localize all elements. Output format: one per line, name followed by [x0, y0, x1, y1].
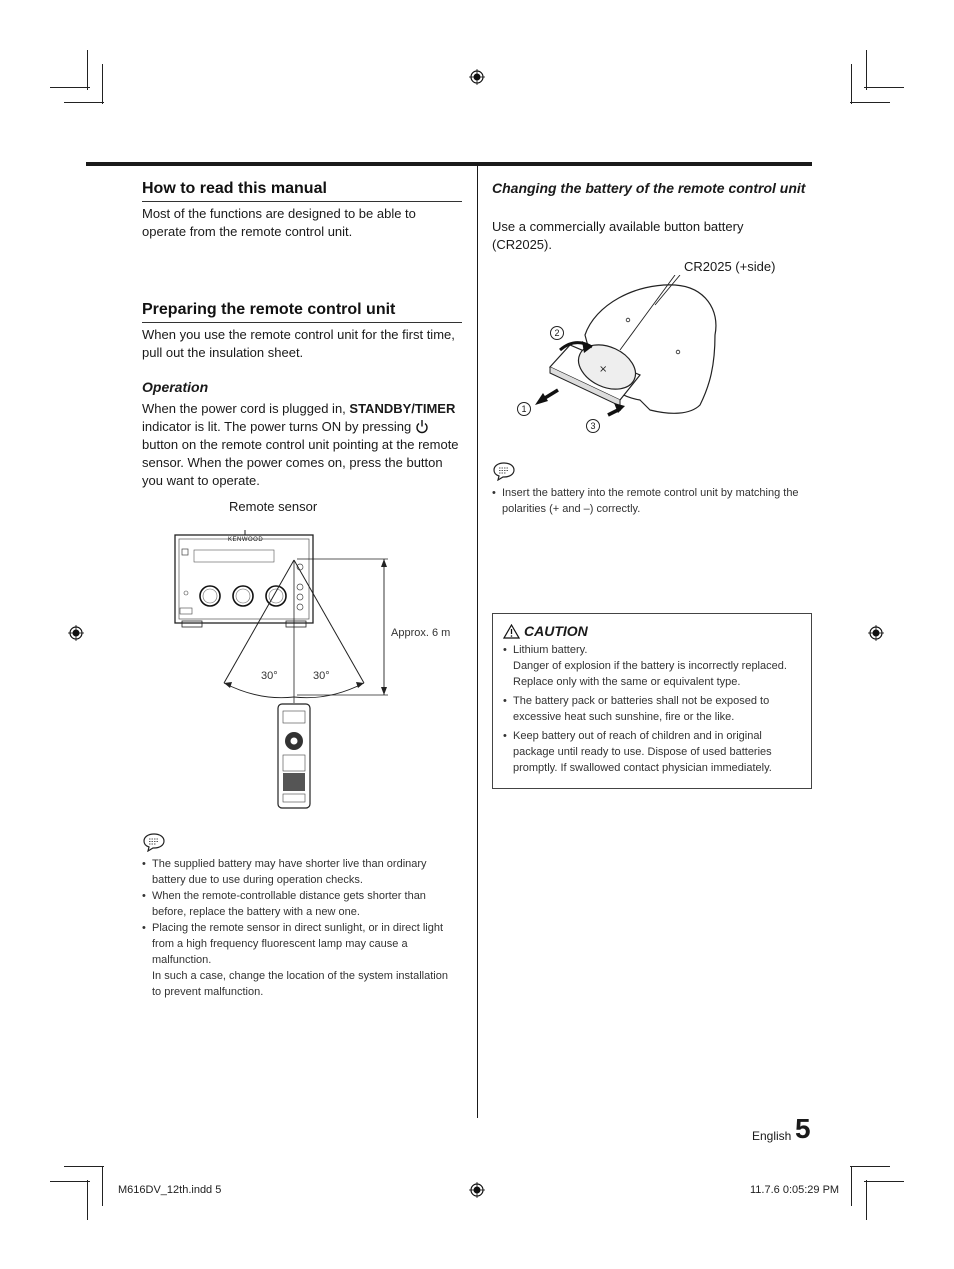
crop-mark [864, 1181, 904, 1182]
crop-mark [102, 64, 103, 104]
footer-timestamp: 11.7.6 0:05:29 PM [750, 1184, 840, 1196]
footer-filename: M616DV_12th.indd 5 [118, 1184, 222, 1196]
crop-mark [64, 102, 104, 103]
note-icon [492, 461, 516, 481]
note-text: In such a case, change the location of the system installation to prevent malfunction. [152, 970, 448, 998]
crop-mark [850, 1166, 890, 1167]
page-language: English [752, 1129, 792, 1143]
list-item: • Keep battery out of reach of children and in original package until ready to use. Dispose of used batteries promptly. If swallowed contact physician immediately. [503, 728, 803, 776]
operation-text: indicator is lit. The power turns ON by pressing [142, 419, 412, 434]
registration-mark-icon [868, 625, 884, 641]
angle-left-label: 30° [261, 670, 278, 682]
operation-line-2 [142, 418, 467, 436]
crop-mark [866, 1180, 867, 1220]
header-rule [86, 162, 812, 166]
crop-mark [866, 50, 867, 90]
warning-icon [503, 624, 520, 639]
list-item: • Insert the battery into the remote control unit by matching the polarities (+ and –) correctly. [492, 485, 804, 517]
step-3-marker: 3 [586, 419, 600, 433]
operation-text: When the power cord is plugged in, [142, 401, 350, 416]
note-icon [142, 832, 166, 852]
registration-mark-icon [469, 1182, 485, 1198]
left-notes-list [142, 856, 457, 1000]
right-notes-list [492, 485, 804, 517]
section-rule [142, 201, 462, 202]
step-1-marker: 1 [517, 402, 531, 416]
page-number: 5 [795, 1113, 811, 1144]
angle-right-label: 30° [313, 670, 330, 682]
distance-label: Approx. 6 m [391, 627, 451, 639]
caution-title: CAUTION [524, 623, 588, 639]
standby-timer-label: STANDBY/TIMER [349, 401, 456, 416]
section-title-preparing: Preparing the remote control unit [142, 301, 396, 318]
registration-mark-icon [68, 625, 84, 641]
crop-mark [850, 102, 890, 103]
column-divider [477, 166, 478, 1118]
section-rule [142, 322, 462, 323]
list-item: • When the remote-controllable distance gets shorter than before, replace the battery with a new one. [142, 888, 457, 920]
unit-brand-label: KENWOOD [228, 537, 264, 543]
battery-replacement-diagram [510, 275, 725, 440]
crop-mark [50, 1181, 90, 1182]
preparing-body: When you use the remote control unit for the first time, pull out the insulation sheet. [142, 327, 455, 360]
battery-body: Use a commercially available button battery (CR2025). [492, 219, 744, 252]
caution-box [492, 613, 812, 789]
cr2025-label: CR2025 (+side) [684, 259, 776, 274]
battery-title: Changing the battery of the remote control unit [492, 180, 806, 196]
note-text: Placing the remote sensor in direct sunlight, or in direct light from a high frequency fluorescent lamp may cause a malfunction. [152, 922, 444, 966]
crop-mark [87, 50, 88, 90]
crop-mark [102, 1166, 103, 1206]
list-item: • The battery pack or batteries shall not be exposed to excessive heat such sunshine, fire or the like. [503, 693, 803, 725]
crop-mark [64, 1166, 104, 1167]
operation-rest: button on the remote control unit pointing at the remote sensor. When the power comes on, press the button you want to operate. [142, 437, 459, 488]
caution-text: Danger of explosion if the battery is incorrectly replaced. Replace only with the same or equivalent type. [513, 660, 787, 688]
remote-sensor-diagram [160, 515, 460, 815]
svg-text:×: × [599, 364, 608, 375]
crop-mark [851, 64, 852, 104]
crop-mark [864, 87, 904, 88]
operation-line-1 [142, 400, 467, 418]
registration-mark-icon [469, 69, 485, 85]
crop-mark [50, 87, 90, 88]
power-icon [415, 419, 429, 434]
remote-sensor-label: Remote sensor [229, 499, 318, 514]
list-item: • The supplied battery may have shorter live than ordinary battery due to use during operation checks. [142, 856, 457, 888]
operation-body [142, 400, 467, 490]
step-2-marker: 2 [550, 326, 564, 340]
list-item [142, 920, 457, 1000]
caution-header [503, 623, 588, 639]
caution-list [503, 642, 803, 779]
how-to-read-body: Most of the functions are designed to be able to operate from the remote control unit. [142, 206, 416, 239]
caution-text: Lithium battery. [513, 644, 588, 656]
crop-mark [87, 1180, 88, 1220]
operation-title: Operation [142, 379, 209, 395]
crop-mark [851, 1166, 852, 1206]
section-title-how-to-read: How to read this manual [142, 180, 327, 197]
list-item [503, 642, 803, 690]
